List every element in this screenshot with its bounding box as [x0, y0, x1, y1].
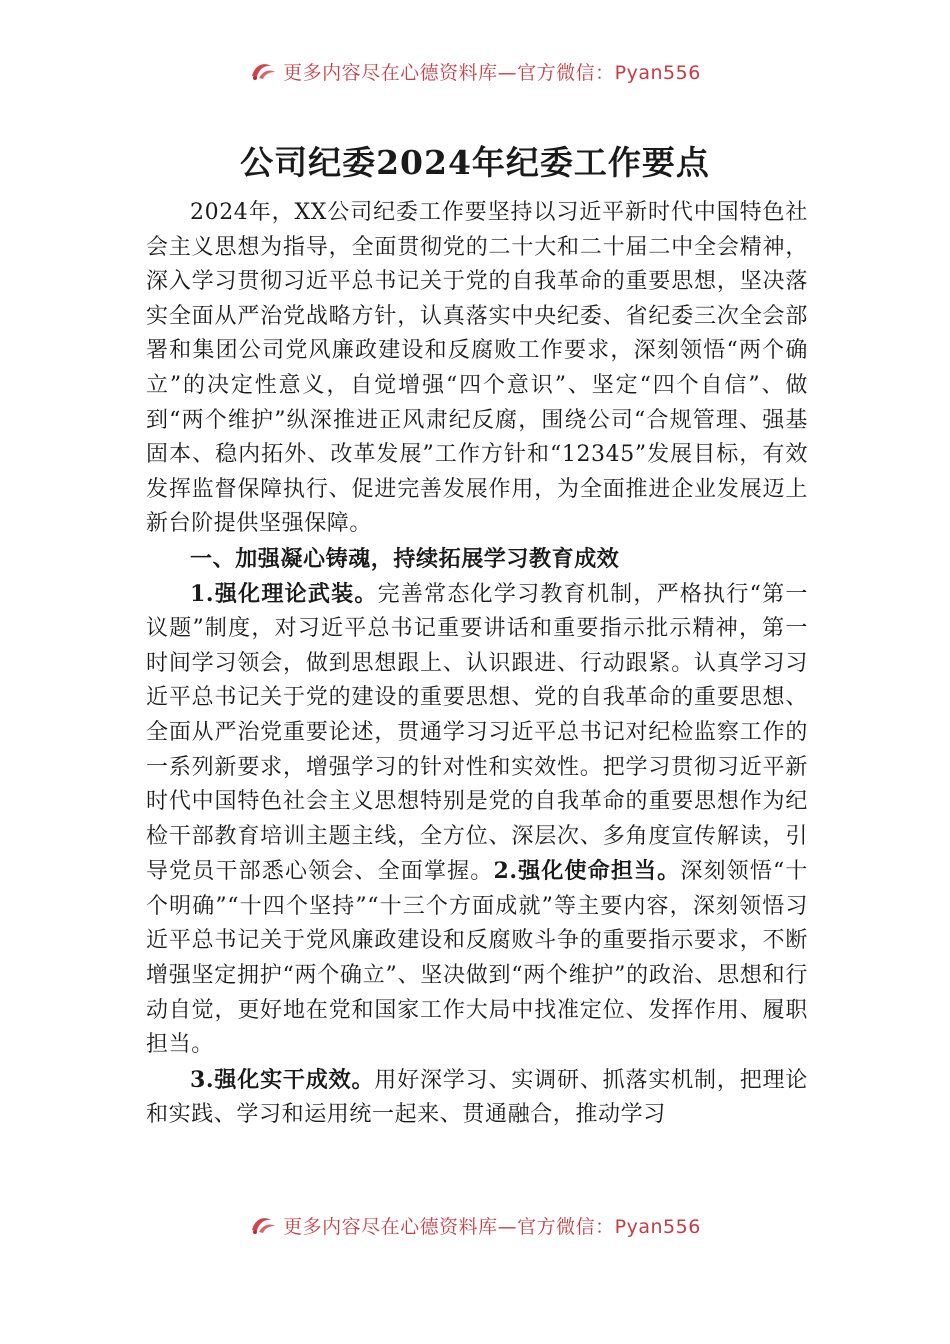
item-body: 完善常态化学习教育机制，严格执行“第一议题”制度，对习近平总书记重要讲话和重要指示批示精神，第一时间学习领会，做到思想跟上、认识跟进、行动跟紧。认真学习习近平总书记关于党的建设的重要思想、党的自我革命的重要思想、全面从严治党重要论述，贯通学习习近平总书记对纪检监察工作的一系列新要求，增强学习的针对性和实效性。把学习贯彻习近平新时代中国特色社会主义思想特别是党的自我革命的重要思想作为纪检干部教育培训主题主线，全方位、深层次、多角度宣传解读，引导党员干部悉心领会、全面掌握。: [146, 581, 808, 885]
watermark-text: 更多内容尽在心德资料库—官方微信：Pyan556: [283, 1215, 701, 1238]
section-heading: 一、加强凝心铸魂，持续拓展学习教育成效: [190, 545, 620, 572]
item-title: 3.强化实干成效。: [190, 1066, 375, 1093]
watermark-text: 更多内容尽在心德资料库—官方微信：Pyan556: [283, 61, 701, 84]
publisher-logo-icon: [249, 60, 277, 82]
paragraph-item-3: [146, 1063, 808, 1133]
item-title: 1.强化理论武装。: [190, 580, 378, 607]
item-body: 用好深学习、实调研、抓落实机制，把理论和实践、学习和运用统一起来、贯通融合，推动学习: [146, 1067, 808, 1128]
watermark-footer: [0, 1208, 950, 1242]
watermark-header: [0, 54, 950, 88]
item-body: 深刻领悟“十个明确”“十四个坚持”“十三个方面成就”等主要内容，深刻领悟习近平总书记关于党风廉政建设和反腐败斗争的重要指示要求，不断增强坚定拥护“两个确立”、坚决做到“两个维护”的政治、思想和行动自觉，更好地在党和国家工作大局中找准定位、发挥作用、履职担当。: [146, 859, 808, 1058]
publisher-logo-icon: [249, 1214, 277, 1236]
page-title: 公司纪委2024年纪委工作要点: [240, 143, 710, 182]
item-title: 2.强化使命担当。: [493, 858, 681, 885]
document-body: [146, 196, 808, 1133]
paragraph-item-1: [146, 577, 808, 1063]
intro-paragraph: 2024年，XX公司纪委工作要坚持以习近平新时代中国特色社会主义思想为指导，全面贯彻党的二十大和二十届二中全会精神，深入学习贯彻习近平总书记关于党的自我革命的重要思想，坚决落实全面从严治党战略方针，认真落实中央纪委、省纪委三次全会部署和集团公司党风廉政建设和反腐败工作要求，深刻领悟“两个确立”的决定性意义，自觉增强“四个意识”、坚定“四个自信”、做到“两个维护”纵深推进正风肃纪反腐，围绕公司“合规管理、强基固本、稳内拓外、改革发展”工作方针和“12345”发展目标，有效发挥监督保障执行、促进完善发展作用，为全面推进企业发展迈上新台阶提供坚强保障。: [146, 200, 808, 537]
